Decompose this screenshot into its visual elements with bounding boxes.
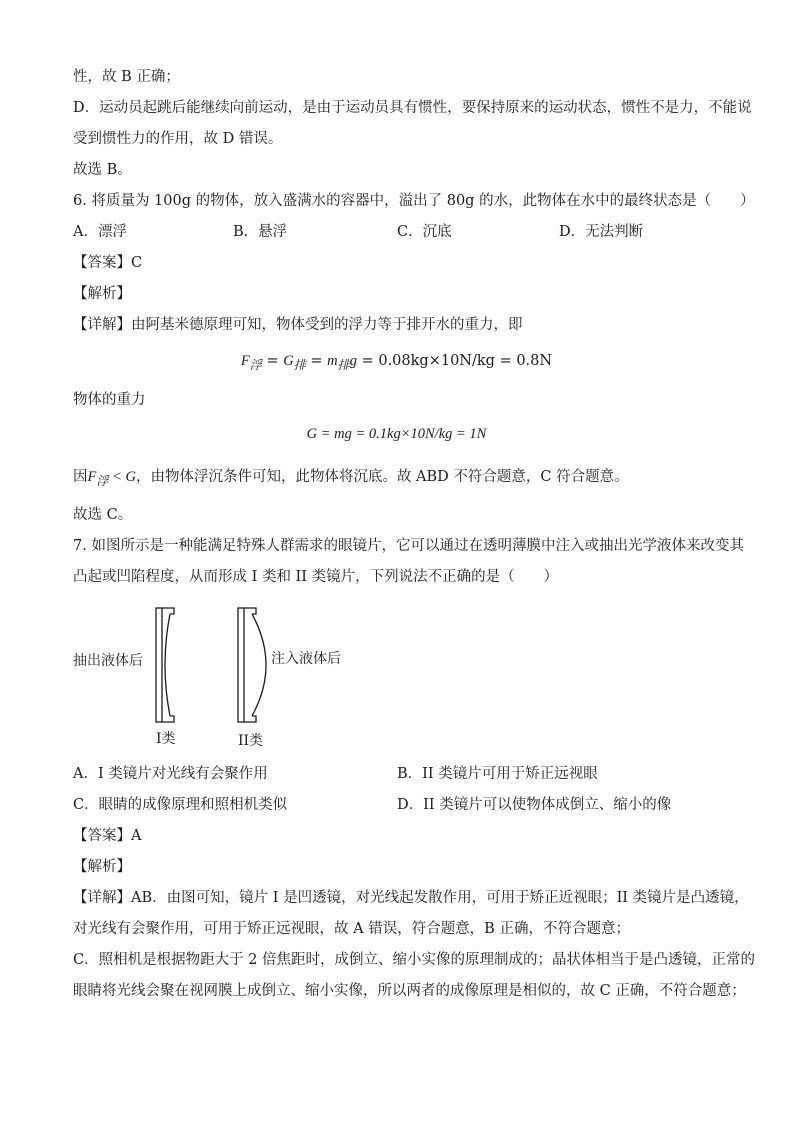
q6-option-a: A．漂浮	[73, 224, 127, 240]
q7-detail-4: 眼睛将光线会聚在视网膜上成倒立、缩小实像，所以两者的成像原理是相似的，故 C 正确，不符合题意；	[73, 983, 746, 999]
detail-tag: 【详解】	[73, 317, 131, 333]
lens-diagram	[60, 598, 380, 758]
q6-option-b: B．悬浮	[233, 224, 288, 240]
answer-value: A	[131, 828, 142, 844]
line-2: D．运动员起跳后能继续向前运动，是由于运动员具有惯性，要保持原来的运动状态，惯性不是力，不能说	[73, 100, 752, 116]
q7-option-d: D．II 类镜片可以使物体成倒立、缩小的像	[397, 797, 672, 813]
formula-m-sub: 排	[337, 357, 350, 372]
q6-answer	[73, 253, 142, 273]
q7-option-c: C．眼睛的成像原理和照相机类似	[73, 797, 288, 813]
q6-option-d: D．无法判断	[559, 224, 644, 240]
because-lt: < G	[108, 469, 136, 485]
formula-m: m	[327, 353, 338, 369]
q6-formula-buoyancy	[0, 350, 793, 376]
q7-stem-2: 凸起或凹陷程度，从而形成 I 类和 II 类镜片，下列说法不正确的是（ ）	[73, 569, 559, 585]
formula-G-sub: 排	[293, 357, 306, 372]
q7-figure	[60, 598, 380, 758]
q6-conclusion: 故选 C。	[73, 507, 133, 523]
q6-stem: 6. 将质量为 100g 的物体，放入盛满水的容器中，溢出了 80g 的水，此物体在水中的最终状态是（ ）	[73, 193, 755, 209]
q7-answer	[73, 826, 141, 846]
q7-option-b: B．II 类镜片可用于矫正远视眼	[397, 766, 598, 782]
label-extract: 抽出液体后	[73, 653, 143, 669]
formula-eq2: =	[305, 353, 328, 369]
because-F-sub: 浮	[96, 473, 109, 488]
label-type-1: I类	[156, 731, 176, 747]
q7-option-a: A．I 类镜片对光线有会聚作用	[73, 766, 268, 782]
formula-eq1: =	[261, 353, 284, 369]
q7-analysis-tag: 【解析】	[73, 859, 131, 875]
lens-type-2	[238, 608, 266, 722]
q6-detail	[73, 315, 523, 335]
detail-text: 由阿基米德原理可知，物体受到的浮力等于排开水的重力，即	[131, 317, 523, 333]
q7-detail-2: 对光线有会聚作用，可用于矫正远视眼，故 A 错误，符合题意，B 正确，不符合题意；	[73, 921, 630, 937]
formula-rest: = 0.08kg×10N/kg = 0.8N	[356, 353, 553, 369]
formula-F: F	[240, 353, 250, 369]
answer-value: C	[131, 255, 143, 271]
q7-detail-3: C．照相机是根据物距大于 2 倍焦距时，成倒立、缩小实像的原理制成的；晶状体相当于是凸透镜，正常的	[73, 952, 756, 968]
because-post: ，由物体浮沉条件可知，此物体将沉底。故 ABD 不符合题意，C 符合题意。	[135, 469, 629, 485]
answer-tag: 【答案】	[73, 828, 131, 844]
q7-stem-1: 7. 如图所示是一种能满足特殊人群需求的眼镜片，它可以通过在透明薄膜中注入或抽出光学液体来改变其	[73, 538, 744, 554]
q7-detail-1: 【详解】AB．由图可知，镜片 I 是凹透镜，对光线起发散作用，可用于矫正近视眼；II 类镜片是凸透镜，	[73, 890, 749, 906]
formula-g: g	[349, 353, 357, 369]
answer-tag: 【答案】	[73, 255, 131, 271]
because-pre: 因	[73, 469, 88, 485]
line-4: 故选 B。	[73, 162, 132, 178]
because-F: F	[87, 469, 97, 485]
formula-G: G	[283, 353, 294, 369]
q6-analysis-tag: 【解析】	[73, 286, 131, 302]
q6-formula-weight	[0, 423, 793, 445]
label-type-2: II类	[238, 733, 264, 749]
q6-weight-intro: 物体的重力	[73, 392, 146, 408]
q6-option-c: C．沉底	[397, 224, 452, 240]
q6-because	[73, 467, 629, 491]
line-3: 受到惯性力的作用，故 D 错误。	[73, 131, 283, 147]
formula-weight-text: G = mg = 0.1kg×10N/kg = 1N	[306, 426, 487, 442]
line-1: 性，故 B 正确；	[73, 69, 180, 85]
formula-F-sub: 浮	[249, 357, 262, 372]
label-inject: 注入液体后	[271, 651, 341, 667]
lens-type-1	[156, 608, 174, 722]
